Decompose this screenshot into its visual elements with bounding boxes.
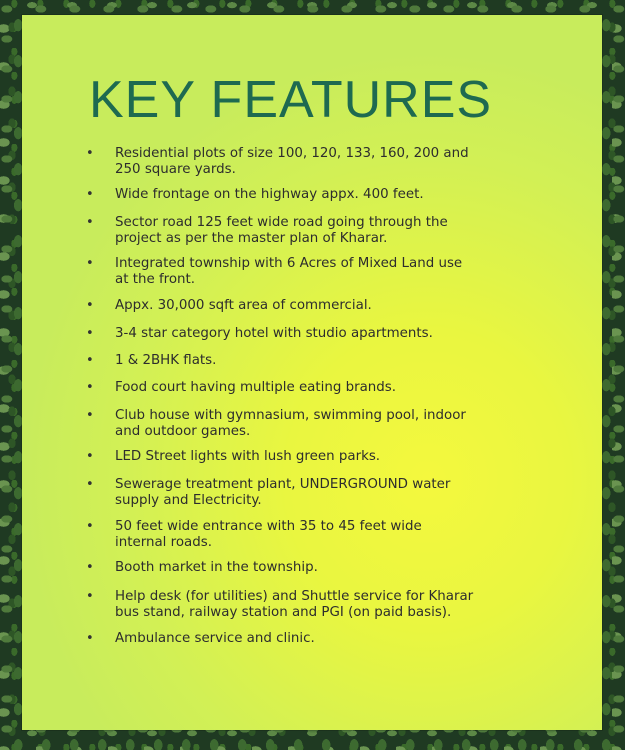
feature-text: Sewerage treatment plant, UNDERGROUND water supply and Electricity. [115,477,451,508]
bullet-icon: • [86,146,94,161]
feature-text: Integrated township with 6 Acres of Mixed Land use at the front. [115,256,463,287]
feature-text: Sector road 125 feet wide road going through the project as per the master plan of Kharar. [115,215,448,246]
feature-text: Food court having multiple eating brands. [115,380,397,395]
bullet-icon: • [86,408,94,423]
feature-text: 1 & 2BHK flats. [115,353,217,368]
bullet-icon: • [86,353,94,368]
bullet-icon: • [86,298,94,313]
feature-text: Wide frontage on the highway appx. 400 feet. [115,187,424,202]
bullet-icon: • [86,380,94,395]
feature-text: Club house with gymnasium, swimming pool, indoor and outdoor games. [115,408,466,439]
feature-text: Residential plots of size 100, 120, 133, 160, 200 and 250 square yards. [115,146,469,177]
feature-text: 3-4 star category hotel with studio apartments. [115,326,433,341]
bullet-icon: • [86,631,94,646]
bullet-icon: • [86,256,94,271]
bullet-icon: • [86,519,94,534]
bullet-icon: • [86,215,94,230]
bullet-icon: • [86,477,94,492]
feature-text: 50 feet wide entrance with 35 to 45 feet wide internal roads. [115,519,422,550]
feature-text: Appx. 30,000 sqft area of commercial. [115,298,372,313]
feature-text: Help desk (for utilities) and Shuttle service for Kharar bus stand, railway station and PGI (on paid basis). [115,589,474,620]
feature-text: Booth market in the township. [115,560,318,575]
feature-text: LED Street lights with lush green parks. [115,449,381,464]
bullet-icon: • [86,560,94,575]
bullet-icon: • [86,449,94,464]
page-title: KEY FEATURES [89,71,493,129]
features-panel [22,15,602,730]
feature-text: Ambulance service and clinic. [115,631,315,646]
bullet-icon: • [86,589,94,604]
bullet-icon: • [86,326,94,341]
bullet-icon: • [86,187,94,202]
